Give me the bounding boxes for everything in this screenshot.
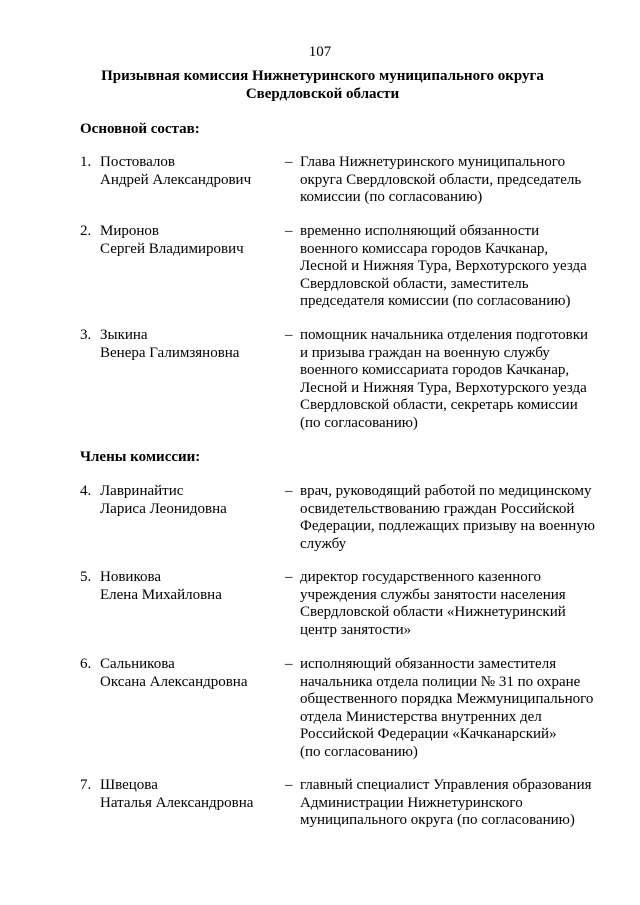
position-line: отдела Министерства внутренних дел (300, 708, 542, 725)
member-name (100, 777, 290, 812)
position-line: округа Свердловской области, председатель (300, 171, 582, 188)
position-line: муниципального округа (по согласованию) (300, 812, 575, 829)
position-line: освидетельствованию граждан Российской (300, 500, 575, 517)
member-position (300, 223, 605, 311)
position-line: начальника отдела полиции № 31 по охране (300, 673, 581, 690)
dash-separator: – (285, 327, 293, 343)
position-line: центр занятости» (300, 621, 412, 638)
member-position (300, 777, 605, 830)
position-line: службу (300, 535, 347, 552)
member-name (100, 569, 290, 604)
member-name (100, 154, 290, 189)
member-position (300, 656, 605, 762)
entry-number: 5. (80, 569, 92, 585)
position-line: временно исполняющий обязанности (300, 223, 540, 239)
entry-number: 7. (80, 777, 92, 793)
given-names: Елена Михайловна (100, 586, 222, 603)
page-number: 107 (308, 44, 332, 60)
position-line: председателя комиссии (по согласованию) (300, 293, 571, 310)
dash-separator: – (285, 777, 293, 793)
member-position (300, 483, 605, 553)
position-line: Администрации Нижнетуринского (300, 794, 523, 811)
position-line: исполняющий обязанности заместителя (300, 656, 557, 672)
members-heading: Члены комиссии: (80, 449, 201, 465)
position-line: врач, руководящий работой по медицинскому (300, 483, 592, 499)
entry-number: 6. (80, 656, 92, 672)
title-line: Призывная комиссия Нижнетуринского муниципального округа (101, 68, 544, 84)
entry-number: 2. (80, 223, 92, 239)
member-name (100, 483, 290, 518)
dash-separator: – (285, 223, 293, 239)
position-line: Глава Нижнетуринского муниципального (300, 154, 566, 170)
surname: Миронов (100, 223, 159, 239)
position-line: учреждения службы занятости населения (300, 586, 566, 603)
surname: Зыкина (100, 327, 148, 343)
member-position (300, 154, 605, 207)
position-line: Лесной и Нижняя Тура, Верхотурского уезда (300, 258, 587, 275)
given-names: Оксана Александровна (100, 673, 248, 690)
entry-number: 4. (80, 483, 92, 499)
position-line: (по согласованию) (300, 743, 418, 760)
position-line: (по согласованию) (300, 414, 418, 431)
given-names: Наталья Александровна (100, 794, 254, 811)
dash-separator: – (285, 569, 293, 585)
member-name (100, 327, 290, 362)
given-names: Лариса Леонидовна (100, 500, 227, 517)
surname: Постовалов (100, 154, 175, 170)
member-name (100, 223, 290, 258)
dash-separator: – (285, 483, 293, 499)
position-line: главный специалист Управления образования (300, 777, 592, 793)
surname: Лавринайтис (100, 483, 184, 499)
position-line: Свердловской области, секретарь комиссии (300, 397, 578, 414)
position-line: общественного порядка Межмуниципального (300, 691, 594, 708)
position-line: помощник начальника отделения подготовки (300, 327, 589, 343)
given-names: Сергей Владимирович (100, 240, 244, 257)
member-name (100, 656, 290, 691)
document-title (80, 68, 565, 103)
dash-separator: – (285, 656, 293, 672)
dash-separator: – (285, 154, 293, 170)
position-line: военного комиссара городов Качканар, (300, 240, 549, 257)
position-line: директор государственного казенного (300, 569, 542, 585)
position-line: Лесной и Нижняя Тура, Верхотурского уезда (300, 379, 587, 396)
member-position (300, 569, 605, 639)
entry-number: 3. (80, 327, 92, 343)
position-line: Российской Федерации «Качканарский» (300, 726, 557, 743)
position-line: комиссии (по согласованию) (300, 189, 483, 206)
given-names: Венера Галимзяновна (100, 344, 240, 361)
surname: Швецова (100, 777, 158, 793)
entry-number: 1. (80, 154, 92, 170)
surname: Новикова (100, 569, 162, 585)
position-line: Федерации, подлежащих призыву на военную (300, 518, 595, 535)
main-composition-heading: Основной состав: (80, 121, 200, 137)
given-names: Андрей Александрович (100, 171, 252, 188)
title-line: Свердловской области (245, 85, 400, 102)
position-line: и призыва граждан на военную службу (300, 344, 550, 361)
member-position (300, 327, 605, 433)
position-line: военного комиссариата городов Качканар, (300, 362, 570, 379)
position-line: Свердловской области, заместитель (300, 275, 529, 292)
surname: Сальникова (100, 656, 175, 672)
position-line: Свердловской области «Нижнетуринский (300, 604, 566, 621)
